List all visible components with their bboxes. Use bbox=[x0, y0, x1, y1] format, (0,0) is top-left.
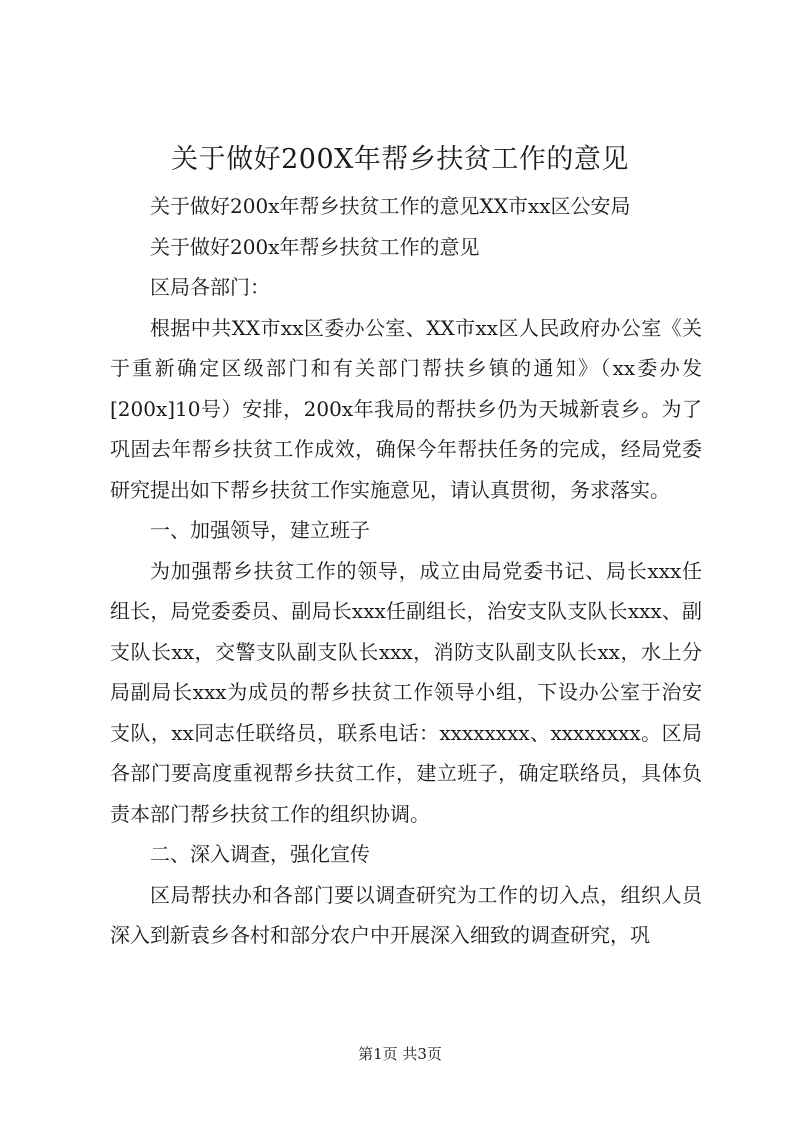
section-heading-1: 一、加强领导，建立班子 bbox=[150, 518, 370, 542]
paragraph-section-2: 区局帮扶办和各部门要以调查研究为工作的切入点，组织人员深入到新袁乡各村和部分农户中开展深入细致的调查研究，巩 bbox=[110, 882, 702, 947]
paragraph-subtitle: 关于做好200x年帮乡扶贫工作的意见 bbox=[150, 234, 480, 259]
paragraph-salutation: 区局各部门： bbox=[150, 275, 270, 299]
section-heading-2: 二、深入调查，强化宣传 bbox=[150, 842, 370, 866]
paragraph-subtitle-with-issuer: 关于做好200x年帮乡扶贫工作的意见XX市xx区公安局 bbox=[150, 194, 631, 218]
document-title: 关于做好200X年帮乡扶贫工作的意见 bbox=[171, 144, 629, 175]
document-body bbox=[110, 186, 702, 956]
paragraph-section-1: 为加强帮乡扶贫工作的领导，成立由局党委书记、局长xxx任组长，局党委委员、副局长xxx任副组长，治安支队支队长xxx、副支队长xx，交警支队副支队长xxx，消防支队副支队长xx，水上分局副局长xxx为成员的帮乡扶贫工作领导小组，下设办公室于治安支队，xx同志任联络员，联系电话：xxxxxxxx、xxxxxxxx。区局各部门要高度重视帮乡扶贫工作，建立班子，确定联络员，具体负责本部门帮乡扶贫工作的组织协调。 bbox=[110, 558, 702, 826]
paragraph-intro: 根据中共XX市xx区委办公室、XX市xx区人民政府办公室《关于重新确定区级部门和有关部门帮扶乡镇的通知》（xx委办发[200x]10号）安排，200x年我局的帮扶乡仍为天城新袁乡。为了巩固去年帮乡扶贫工作成效，确保今年帮扶任务的完成，经局党委研究提出如下帮乡扶贫工作实施意见，请认真贯彻，务求落实。 bbox=[110, 315, 702, 502]
page-footer: 第1页 共3页 bbox=[358, 1045, 442, 1063]
